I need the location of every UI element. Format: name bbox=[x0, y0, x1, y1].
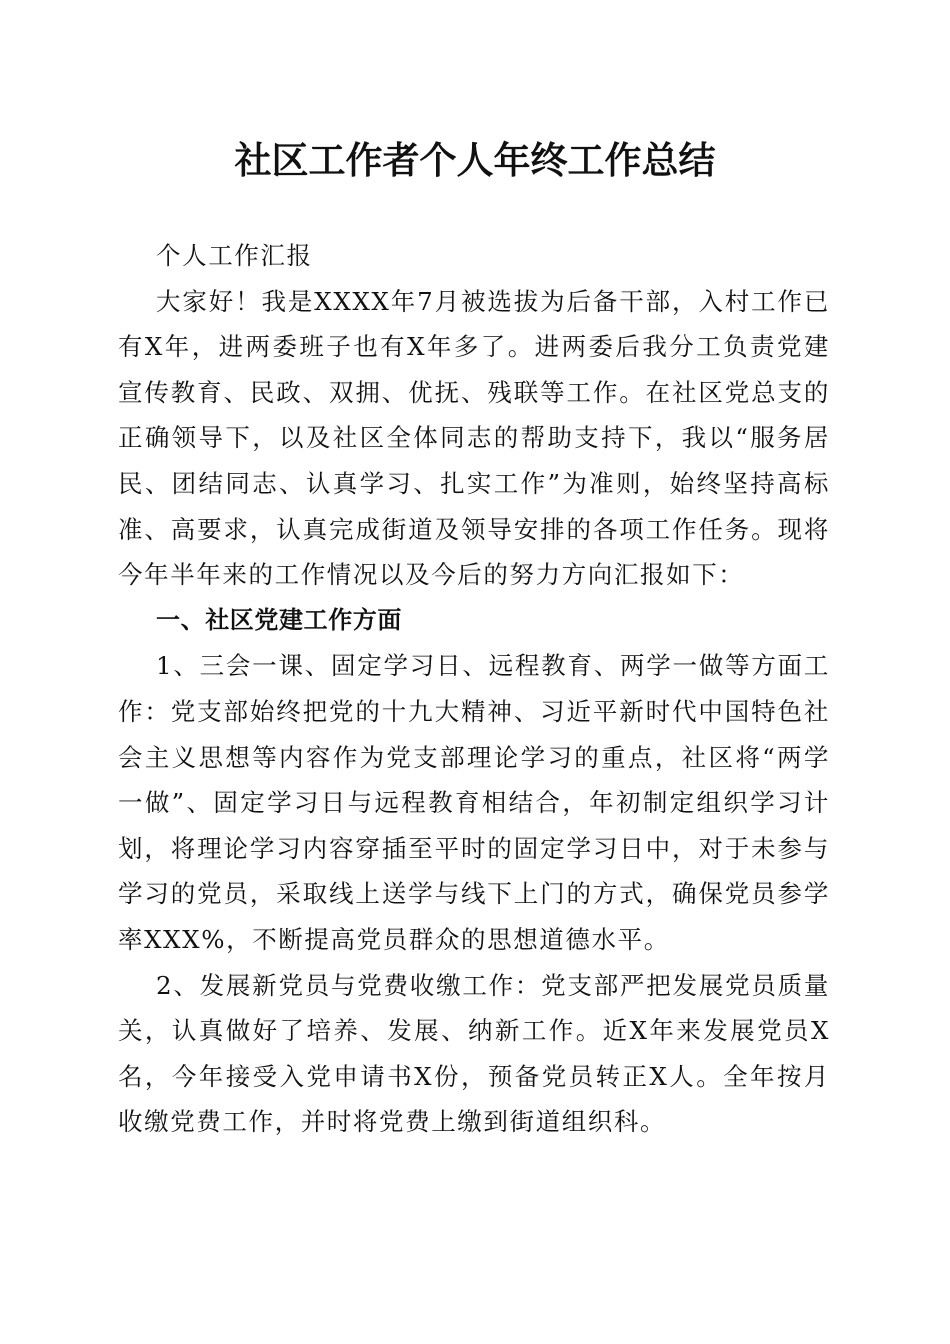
intro-line: 正确领导下，以及社区全体同志的帮助支持下，我以“服务居 bbox=[118, 423, 830, 453]
document-title: 社区工作者个人年终工作总结 bbox=[234, 138, 716, 182]
item1-line: 率XXX%，不断提高党员群众的思想道德水平。 bbox=[118, 924, 670, 954]
intro-line: 民、团结同志、认真学习、扎实工作”为准则，始终坚持高标 bbox=[118, 468, 830, 498]
intro-line: 大家好！我是XXXX年7月被选拔为后备干部，入村工作已 bbox=[156, 286, 830, 316]
document-body bbox=[118, 233, 830, 1145]
intro-line: 宣传教育、民政、双拥、优抚、残联等工作。在社区党总支的 bbox=[118, 377, 830, 407]
item1-line: 一做”、固定学习日与远程教育相结合，年初制定组织学习计 bbox=[118, 788, 830, 818]
section-heading: 一、社区党建工作方面 bbox=[156, 605, 402, 634]
item2-line: 名，今年接受入党申请书X份，预备党员转正X人。全年按月 bbox=[118, 1061, 830, 1091]
item2-line: 2、发展新党员与党费收缴工作：党支部严把发展党员质量 bbox=[156, 970, 830, 1000]
subtitle: 个人工作汇报 bbox=[156, 241, 313, 270]
intro-line: 今年半年来的工作情况以及今后的努力方向汇报如下： bbox=[118, 560, 745, 590]
item1-line: 1、三会一课、固定学习日、远程教育、两学一做等方面工 bbox=[156, 651, 830, 681]
item1-line: 划，将理论学习内容穿插至平时的固定学习日中，对于未参与 bbox=[118, 833, 830, 863]
item2-line: 收缴党费工作，并时将党费上缴到街道组织科。 bbox=[118, 1107, 667, 1137]
item1-line: 会主义思想等内容作为党支部理论学习的重点，社区将“两学 bbox=[118, 742, 830, 772]
item1-line: 学习的党员，采取线上送学与线下上门的方式，确保党员参学 bbox=[118, 879, 830, 909]
intro-line: 有X年，进两委班子也有X年多了。进两委后我分工负责党建 bbox=[118, 332, 830, 362]
item2-line: 关，认真做好了培养、发展、纳新工作。近X年来发展党员X bbox=[118, 1016, 830, 1046]
intro-line: 准、高要求，认真完成街道及领导安排的各项工作任务。现将 bbox=[118, 514, 830, 544]
item1-line: 作：党支部始终把党的十九大精神、习近平新时代中国特色社 bbox=[118, 696, 830, 726]
